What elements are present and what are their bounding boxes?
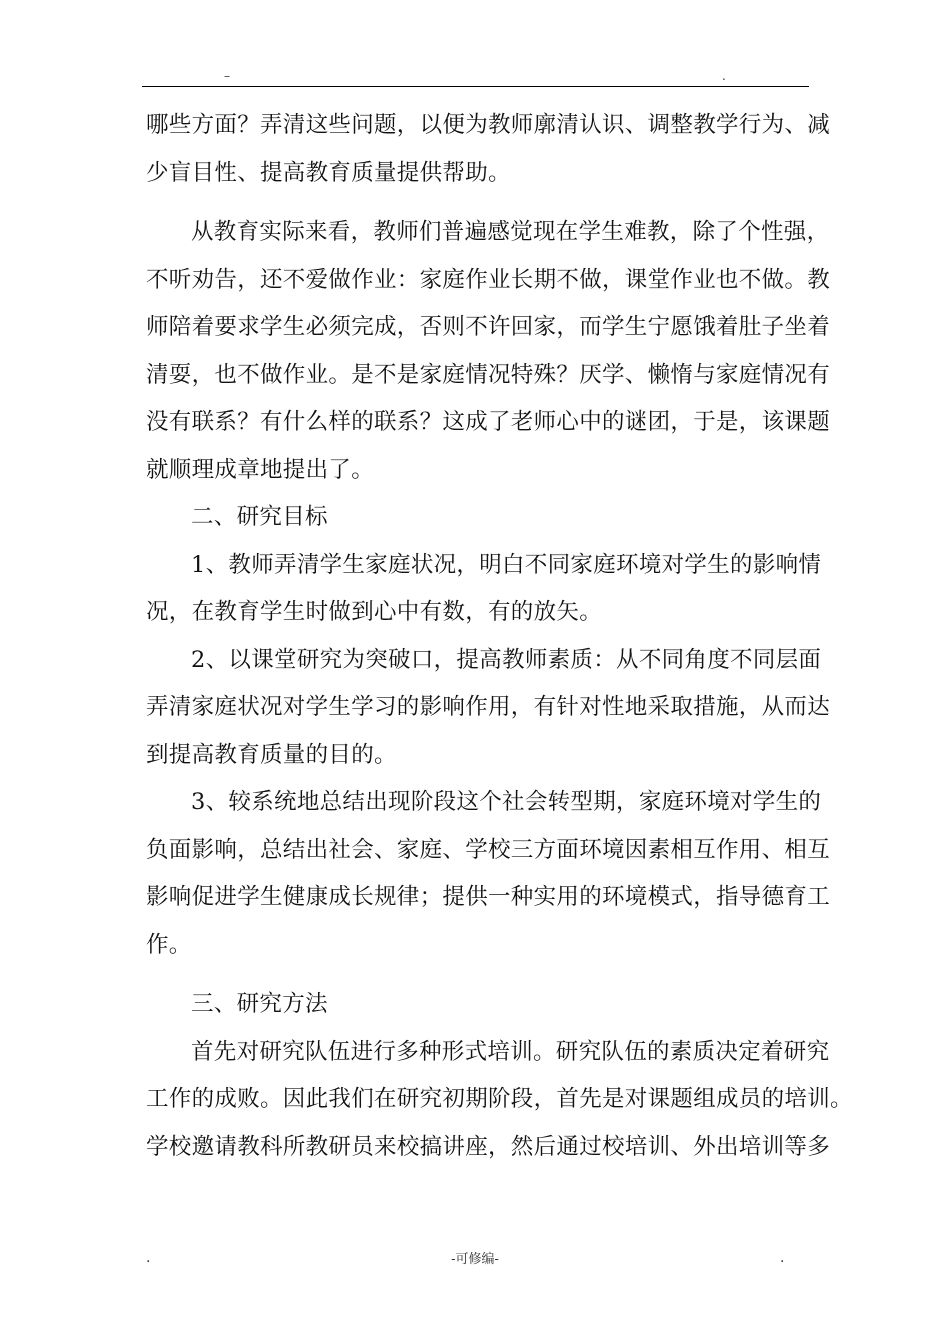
text-line: 少盲目性、提高教育质量提供帮助。 <box>146 159 511 186</box>
section-heading-goals <box>146 494 810 542</box>
text-line: 学校邀请教科所教研员来校搞讲座，然后通过校培训、外出培训等多 <box>146 1133 831 1160</box>
text-line: 没有联系？有什么样的联系？这成了老师心中的谜团，于是，该课题 <box>146 409 831 435</box>
text-line: 3、较系统地总结出现阶段这个社会转型期，家庭环境对学生的 <box>191 789 822 815</box>
paragraph-background <box>146 209 831 494</box>
heading-text: 三、研究方法 <box>191 991 328 1017</box>
text-line: 到提高教育质量的目的。 <box>146 741 397 768</box>
goal-item-3 <box>146 779 831 969</box>
text-line: 工作的成败。因此我们在研究初期阶段，首先是对课题组成员的培训。 <box>146 1086 853 1112</box>
body-text <box>146 102 853 1171</box>
text-line: 弄清家庭状况对学生学习的影响作用，有针对性地采取措施，从而达 <box>146 694 831 720</box>
text-line: 清耍，也不做作业。是不是家庭情况特殊？厌学、懒惰与家庭情况有 <box>146 361 831 388</box>
footer-right-mark: . <box>780 1250 785 1266</box>
text-line: 况，在教育学生时做到心中有数，有的放矢。 <box>146 599 603 625</box>
text-line: 师陪着要求学生必须完成，否则不许回家，而学生宁愿饿着肚子坐着 <box>146 314 831 340</box>
footer-left-mark: . <box>146 1250 151 1266</box>
text-line: 不听劝告，还不爱做作业：家庭作业长期不做，课堂作业也不做。教 <box>146 266 831 293</box>
paragraph-methods <box>146 1029 853 1172</box>
header-left-mark: – <box>224 69 230 83</box>
goal-item-2 <box>146 637 831 780</box>
text-line: 哪些方面？弄清这些问题，以便为教师廓清认识、调整教学行为、减 <box>146 112 831 138</box>
paragraph-continuation <box>146 102 831 197</box>
footer-label: -可修编- <box>451 1252 499 1267</box>
goal-item-1 <box>146 542 822 637</box>
text-line: 就顺理成章地提出了。 <box>146 456 375 483</box>
header-right-mark: . <box>722 69 726 83</box>
header-rule <box>142 86 809 87</box>
text-line: 2、以课堂研究为突破口，提高教师素质：从不同角度不同层面 <box>191 646 822 673</box>
text-line: 影响促进学生健康成长规律；提供一种实用的环境模式，指导德育工 <box>146 884 831 910</box>
text-line: 负面影响，总结出社会、家庭、学校三方面环境因素相互作用、相互 <box>146 836 831 863</box>
section-heading-methods <box>146 981 810 1029</box>
text-line: 首先对研究队伍进行多种形式培训。研究队伍的素质决定着研究 <box>191 1038 830 1065</box>
heading-text: 二、研究目标 <box>191 504 328 530</box>
text-line: 从教育实际来看，教师们普遍感觉现在学生难教，除了个性强， <box>191 219 830 245</box>
text-line: 作。 <box>146 931 192 958</box>
text-line: 1、教师弄清学生家庭状况，明白不同家庭环境对学生的影响情 <box>191 551 822 578</box>
